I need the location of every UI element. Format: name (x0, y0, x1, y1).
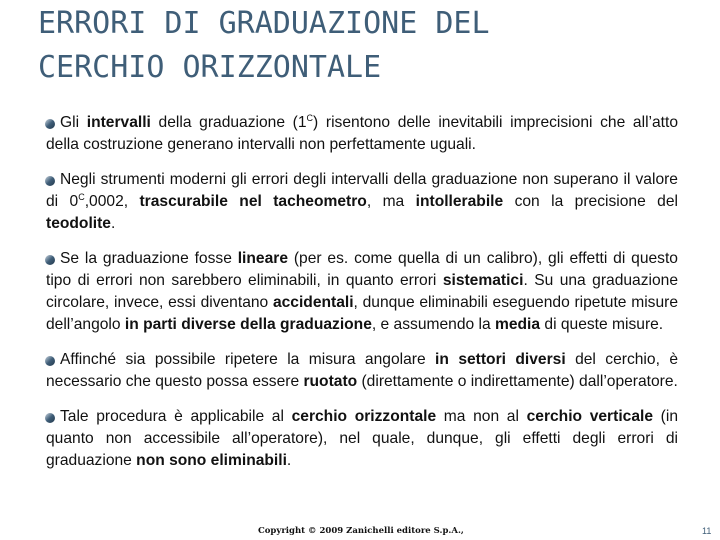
bullet-icon (44, 118, 56, 130)
paragraph-text: Gli (60, 114, 87, 131)
bullet-icon (44, 175, 56, 187)
paragraph-text: Affinché sia possibile ripetere la misura angolare (60, 351, 436, 368)
paragraph-text: . Su una graduazione circolare, invece, essi diventano (46, 272, 678, 311)
bold-text: cerchio verticale (526, 408, 654, 425)
bold-text: intervalli (86, 114, 151, 131)
bullet-icon (44, 254, 56, 266)
bold-text: teodolite (46, 215, 111, 232)
slide-title-line-2: CERCHIO ORIZZONTALE (38, 50, 382, 85)
bullet-icon (44, 412, 56, 424)
bold-text: in parti diverse della graduazione (124, 316, 372, 333)
paragraph-text: (per es. come quella di un calibro), gli effetti di questo tipo di errori non sarebbero eliminabili, in quanto errori (46, 250, 678, 289)
bold-text: ruotato (303, 373, 358, 390)
paragraph-text: . (286, 452, 292, 469)
paragraph-text: Tale procedura è applicabile al (60, 408, 292, 425)
bold-text: media (494, 316, 541, 333)
bullet-paragraph (46, 406, 678, 472)
bullet-paragraph (46, 349, 678, 393)
bold-text: trascurabile nel tacheometro (139, 193, 367, 210)
slide-footer (0, 522, 720, 540)
bold-text: cerchio orizzontale (291, 408, 437, 425)
paragraph-text: ,0002, (84, 193, 140, 210)
paragraph-text: . (110, 215, 116, 232)
paragraph-text: di queste misure. (540, 316, 664, 333)
paragraph-text: Negli strumenti moderni gli errori degli intervalli della graduazione non superano il valore di 0 (46, 171, 678, 210)
paragraph-text: del cerchio, è necessario che questo possa essere (46, 351, 678, 390)
bullet-paragraph (46, 169, 678, 235)
copyright-notice: Copyright © 2009 Zanichelli editore S.p.A., (258, 526, 464, 536)
paragraph-text: , dunque eliminabili eseguendo ripetute misure dell’angolo (46, 294, 678, 333)
bullet-paragraph (46, 112, 678, 156)
paragraph-text: Se la graduazione fosse (60, 250, 238, 267)
bold-text: in settori diversi (435, 351, 566, 368)
bullet-icon (44, 355, 56, 367)
bold-text: sistematici (442, 272, 524, 289)
page-number: 11 (702, 526, 712, 536)
bold-text: intollerabile (415, 193, 504, 210)
superscript-text: C (306, 113, 314, 123)
slide-title-line-1: ERRORI DI GRADUAZIONE DEL (38, 6, 490, 41)
paragraph-text: ) risentono delle inevitabili imprecisioni che all’atto della costruzione generano intervalli non perfettamente uguali. (46, 114, 679, 153)
bold-text: non sono eliminabili (136, 452, 287, 469)
paragraph-text: (direttamente o indirettamente) dall’operatore. (357, 373, 678, 390)
slide-body (46, 112, 678, 485)
superscript-text: C (78, 192, 85, 202)
bold-text: accidentali (272, 294, 354, 311)
paragraph-text: della graduazione (1 (150, 114, 307, 131)
paragraph-text: (in quanto non accessibile all’operatore), nel quale, dunque, gli effetti degli errori di graduazione (46, 408, 678, 469)
paragraph-text: ma non al (436, 408, 527, 425)
paragraph-text: con la precisione del (503, 193, 678, 210)
slide-title (38, 2, 698, 90)
bold-text: lineare (237, 250, 288, 267)
paragraph-text: , e assumendo la (371, 316, 495, 333)
bullet-paragraph (46, 248, 678, 336)
paragraph-text: , ma (366, 193, 416, 210)
